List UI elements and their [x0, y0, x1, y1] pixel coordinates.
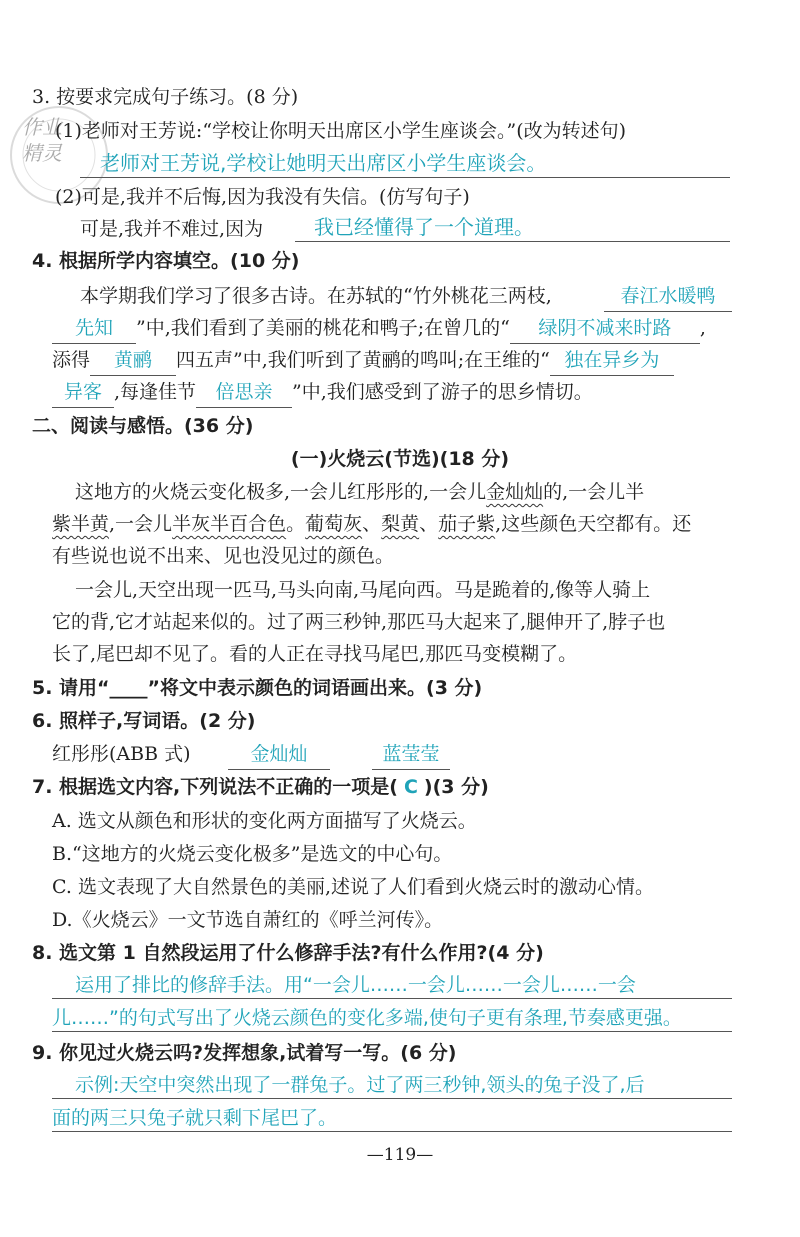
q6-answer-1: 金灿灿 [228, 739, 330, 770]
q4-line2-text: ”中,我们看到了美丽的桃花和鸭子;在曾几的“ [136, 317, 510, 339]
q3-part1-answer: 老师对王芳说,学校让她明天出席区小学生座谈会。 [100, 151, 547, 175]
passage-title: (一)火烧云(节选)(18 分) [290, 448, 510, 470]
q9-title: 9. 你见过火烧云吗?发挥想象,试着写一写。(6 分) [32, 1042, 457, 1064]
color-word: 半灰半百合色 [172, 513, 287, 535]
q7-option-c: C. 选文表现了大自然景色的美丽,述说了人们看到火烧云时的激动心情。 [52, 876, 654, 898]
q7-option-d: D.《火烧云》一文节选自萧红的《呼兰河传》。 [52, 909, 444, 931]
q3-part2-prompt: (2)可是,我并不后悔,因为我没有失信。(仿写句子) [55, 186, 470, 208]
q4-line4-text1: ,每逢佳节 [114, 381, 197, 403]
q7-title: )(3 分) [423, 776, 489, 798]
q4-line3-text1: 添得 [52, 349, 91, 371]
q3-title: 3. 按要求完成句子练习。(8 分) [32, 86, 299, 108]
answer-line [52, 998, 732, 999]
answer-line [52, 1098, 732, 1099]
q4-title: 4. 根据所学内容填空。(10 分) [32, 250, 300, 272]
q4-blank-2: 先知 [52, 313, 136, 344]
q4-line1-text: 本学期我们学习了很多古诗。在苏轼的“竹外桃花三两枝, [80, 285, 552, 307]
q5-title: ”将文中表示颜色的词语画出来。(3 分) [147, 677, 483, 699]
answer-line [52, 1131, 732, 1132]
q4-blank-7: 倍思亲 [196, 377, 292, 408]
q4-line3-text2: 四五声”中,我们听到了黄鹂的鸣叫;在王维的“ [176, 349, 550, 371]
passage-p1-text: 这地方的火烧云变化极多,一会儿红彤彤的,一会儿 [75, 481, 487, 503]
color-word: 梨黄 [381, 513, 420, 535]
q6-answer-2: 蓝莹莹 [372, 739, 450, 770]
q9-answer-line2: 面的两三只兔子就只剩下尾巴了。 [52, 1107, 338, 1129]
q7-answer: C [403, 776, 418, 798]
q4-line4-text2: ”中,我们感受到了游子的思乡情切。 [292, 381, 593, 403]
q5-title: ____ [109, 677, 148, 699]
q7-option-a: A. 选文从颜色和形状的变化两方面描写了火烧云。 [52, 810, 477, 832]
q8-title: 8. 选文第 1 自然段运用了什么修辞手法?有什么作用?(4 分) [32, 942, 544, 964]
q4-blank-1: 春江水暖鸭 [604, 281, 732, 312]
passage-p1-text: ,一会儿 [109, 513, 173, 535]
passage-p1-text: 有些说也说不出来、见也没见过的颜色。 [52, 545, 395, 567]
passage-p1-text: 、 [419, 513, 439, 535]
q7-title: 7. 根据选文内容,下列说法不正确的一项是( [32, 776, 398, 798]
q6-example: 红彤彤(ABB 式) [52, 743, 191, 765]
q9-answer-line1: 示例:天空中突然出现了一群兔子。过了两三秒钟,领头的兔子没了,后 [75, 1074, 645, 1096]
color-word: 葡萄灰 [305, 513, 363, 535]
passage-p1-text: ,这些颜色天空都有。还 [495, 513, 692, 535]
passage-p1-text: 。 [286, 513, 306, 535]
q8-answer-line2: 儿……”的句式写出了火烧云颜色的变化多端,使句子更有条理,节奏感更强。 [52, 1007, 682, 1029]
q3-part1-prompt: (1)老师对王芳说:“学校让你明天出席区小学生座谈会。”(改为转述句) [55, 120, 627, 142]
q4-blank-4: 黄鹂 [90, 345, 176, 376]
passage-p1-text: 的,一会儿半 [543, 481, 645, 503]
passage-p1-text: 、 [362, 513, 382, 535]
color-word: 金灿灿 [486, 481, 544, 503]
watermark-text-2: 精灵 [22, 141, 62, 165]
page-number: —119— [366, 1145, 434, 1165]
color-word: 茄子紫 [438, 513, 496, 535]
q3-part2-answer: 我已经懂得了一个道理。 [314, 215, 534, 239]
q3-part2-lead: 可是,我并不难过,因为 [80, 218, 264, 240]
q8-answer-line1: 运用了排比的修辞手法。用“一会儿……一会儿……一会儿……一会 [75, 974, 636, 996]
q4-blank-3: 绿阴不减来时路 [510, 313, 700, 344]
color-word: 紫半黄 [52, 513, 110, 535]
answer-line [295, 241, 730, 242]
passage-p2-text: 长了,尾巴却不见了。看的人正在寻找马尾巴,那匹马变模糊了。 [52, 643, 578, 665]
passage-p2-text: 它的背,它才站起来似的。过了两三秒钟,那匹马大起来了,腿伸开了,脖子也 [52, 611, 666, 633]
answer-line [52, 1031, 732, 1032]
q7-option-b: B.“这地方的火烧云变化极多”是选文的中心句。 [52, 843, 453, 865]
q4-blank-6: 异客 [52, 377, 114, 408]
q4-blank-5: 独在异乡为 [550, 345, 674, 376]
passage-p2-text: 一会儿,天空出现一匹马,马头向南,马尾向西。马是跪着的,像等人骑上 [75, 579, 651, 601]
q6-title: 6. 照样子,写词语。(2 分) [32, 710, 256, 732]
answer-line [80, 177, 730, 178]
q5-title: 5. 请用“ [32, 677, 110, 699]
q4-line2-end: , [699, 317, 706, 339]
watermark-text-1: 作业 [22, 115, 62, 139]
section2-title: 二、阅读与感悟。(36 分) [32, 415, 254, 437]
